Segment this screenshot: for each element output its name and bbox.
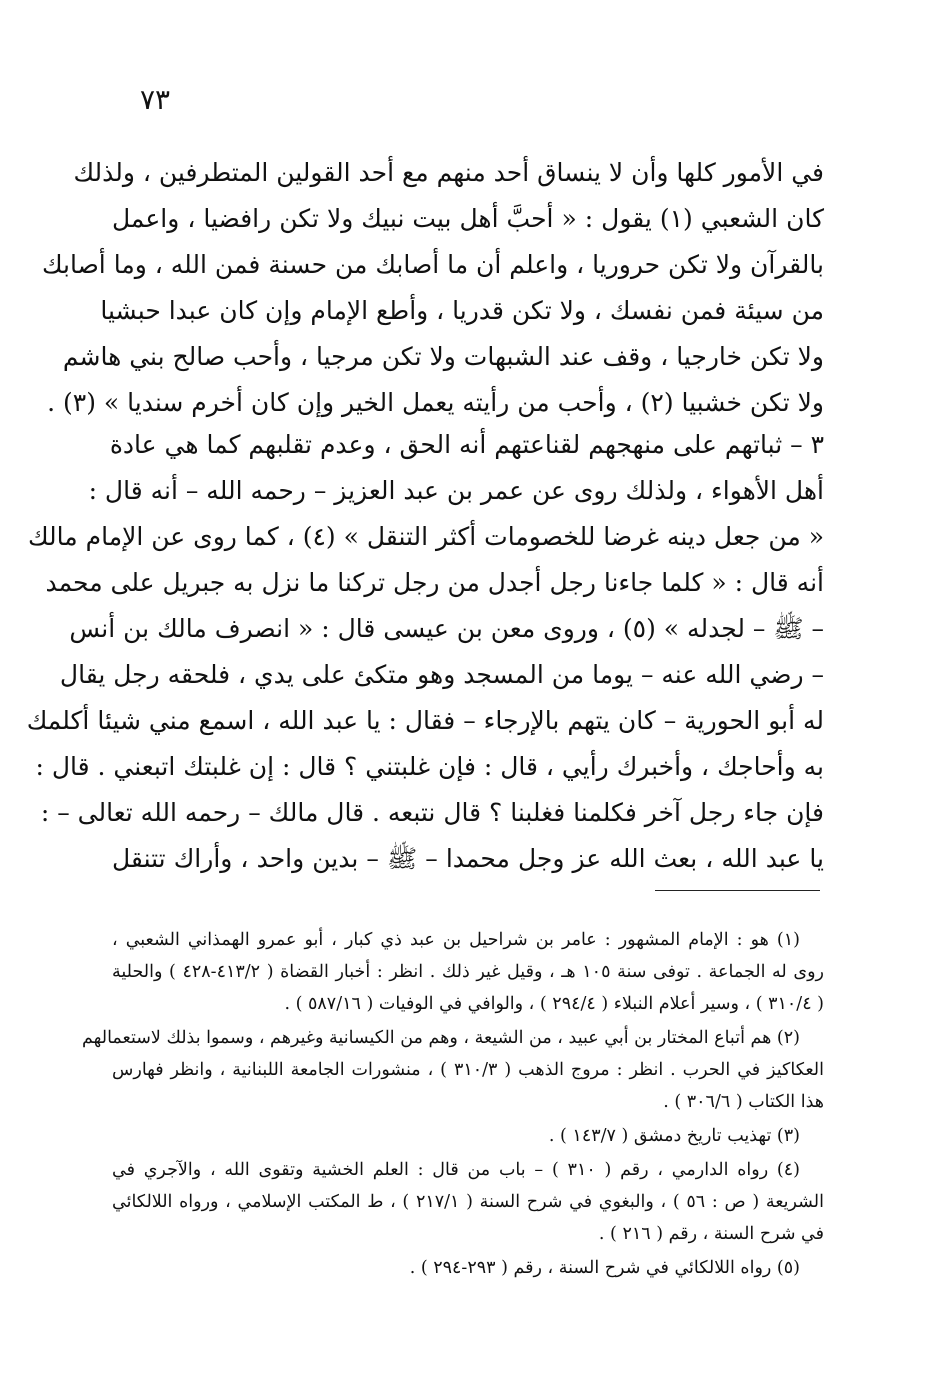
footnote-5 <box>112 1252 824 1284</box>
footnote-line: روى له الجماعة . توفى سنة ١٠٥ هـ ، وقيل غير ذلك . انظر : أخبار القضاة ( ٤١٣/٢-٤٢٨ ) والحلية <box>112 962 824 982</box>
paragraph-line: ولا تكن خشبيا (٢) ، وأحب من رأيته يعمل الخير وإن كان أخرم سنديا » (٣) . <box>47 388 824 417</box>
footnote-line: (٣) تهذيب تاريخ دمشق ( ١٤٣/٧ ) . <box>548 1126 800 1146</box>
paragraph-line: أهل الأهواء ، ولذلك روى عن عمر بن عبد العزيز – رحمه الله – أنه قال : <box>88 476 824 505</box>
paragraph-line: بالقرآن ولا تكن حروريا ، واعلم أن ما أصابك من حسنة فمن الله ، وما أصابك <box>41 250 824 279</box>
paragraph-line: كان الشعبي (١) يقول : « أحبَّ أهل بيت نبيك ولا تكن رافضيا ، واعمل <box>112 204 824 233</box>
paragraph-line: يا عبد الله ، بعث الله عز وجل محمدا – ﷺ – بدين واحد ، وأراك تتنقل <box>112 844 824 873</box>
paragraph-line: « من جعل دينه غرضا للخصومات أكثر التنقل » (٤) ، كما روى عن الإمام مالك <box>27 522 824 551</box>
paragraph-line: ولا تكن خارجيا ، وقف عند الشبهات ولا تكن مرجيا ، وأحب صالح بني هاشم <box>62 342 824 371</box>
footnote-3 <box>112 1120 824 1152</box>
footnote-line: الشريعة ( ص : ٥٦ ) ، والبغوي في شرح السنة ( ٢١٧/١ ) ، ط المكتب الإسلامي ، ورواه اللالكائي <box>112 1192 824 1212</box>
footnote-line: (٥) رواه اللالكائي في شرح السنة ، رقم ( ٢٩٣-٢٩٤ ) . <box>409 1258 800 1278</box>
footnote-separator <box>655 890 820 891</box>
footnote-line: هذا الكتاب ( ٣٠٦/٦ ) . <box>663 1092 824 1112</box>
footnote-line: (٢) هم أتباع المختار بن أبي عبيد ، من الشيعة ، وهم من الكيسانية وغيرهم ، وسموا بذلك لاستعمالهم <box>82 1028 800 1048</box>
footnote-line: (٤) رواه الدارمي ، رقم ( ٣١٠ ) – باب من قال : العلم الخشية وتقوى الله ، والآجري في <box>112 1160 800 1180</box>
footnote-line: ( ٣١٠/٤ ) ، وسير أعلام النبلاء ( ٢٩٤/٤ ) ، والوافي في الوفيات ( ٥٨٧/١٦ ) . <box>284 994 824 1014</box>
paragraph-1 <box>41 150 824 426</box>
paragraph-line: – ﷺ – لجدله » (٥) ، وروى معن بن عيسى قال : « انصرف مالك بن أنس <box>69 614 824 643</box>
paragraph-line: من سيئة فمن نفسك ، ولا تكن قدريا ، وأطع الإمام وإن كان عبدا حبشيا <box>100 296 824 325</box>
footnotes <box>82 924 824 1286</box>
footnote-2 <box>82 1022 824 1118</box>
paragraph-line: – رضي الله عنه – يوما من المسجد وهو متكئ على يدي ، فلحقه رجل يقال <box>59 660 824 689</box>
footnote-1 <box>112 924 824 1020</box>
footnote-line: (١) هو : الإمام المشهور : عامر بن شراحيل بن عبد ذي كبار ، أبو عمرو الهمذاني الشعبي ، <box>112 930 800 950</box>
paragraph-line: ٣ – ثباتهم على منهجهم لقناعتهم أنه الحق ، وعدم تقلبهم كما هي عادة <box>109 430 824 459</box>
paragraph-2 <box>26 422 824 882</box>
paragraph-line: أنه قال : « كلما جاءنا رجل أجدل من رجل تركنا ما نزل به جبريل على محمد <box>45 568 824 597</box>
footnote-4 <box>112 1154 824 1250</box>
paragraph-line: فإن جاء رجل آخر فكلمنا فغلبنا ؟ قال نتبعه . قال مالك – رحمه الله تعالى – : <box>40 798 824 827</box>
paragraph-line: له أبو الحورية – كان يتهم بالإرجاء – فقال : يا عبد الله ، اسمع مني شيئا أكلمك <box>26 706 824 735</box>
paragraph-line: به وأحاجك ، وأخبرك رأيي ، قال : فإن غلبتني ؟ قال : إن غلبتك اتبعني . قال : <box>35 752 824 781</box>
footnote-line: العكاكيز في الحرب . انظر : مروج الذهب ( ٣١٠/٣ ) ، منشورات الجامعة اللبنانية ، وانظر فهارس <box>112 1060 824 1080</box>
paragraph-line: في الأمور كلها وأن لا ينساق أحد منهم مع أحد القولين المتطرفين ، ولذلك <box>73 158 824 187</box>
footnote-line: في شرح السنة ، رقم ( ٢١٦ ) . <box>598 1224 824 1244</box>
page-number: ٧٣ <box>140 83 171 116</box>
